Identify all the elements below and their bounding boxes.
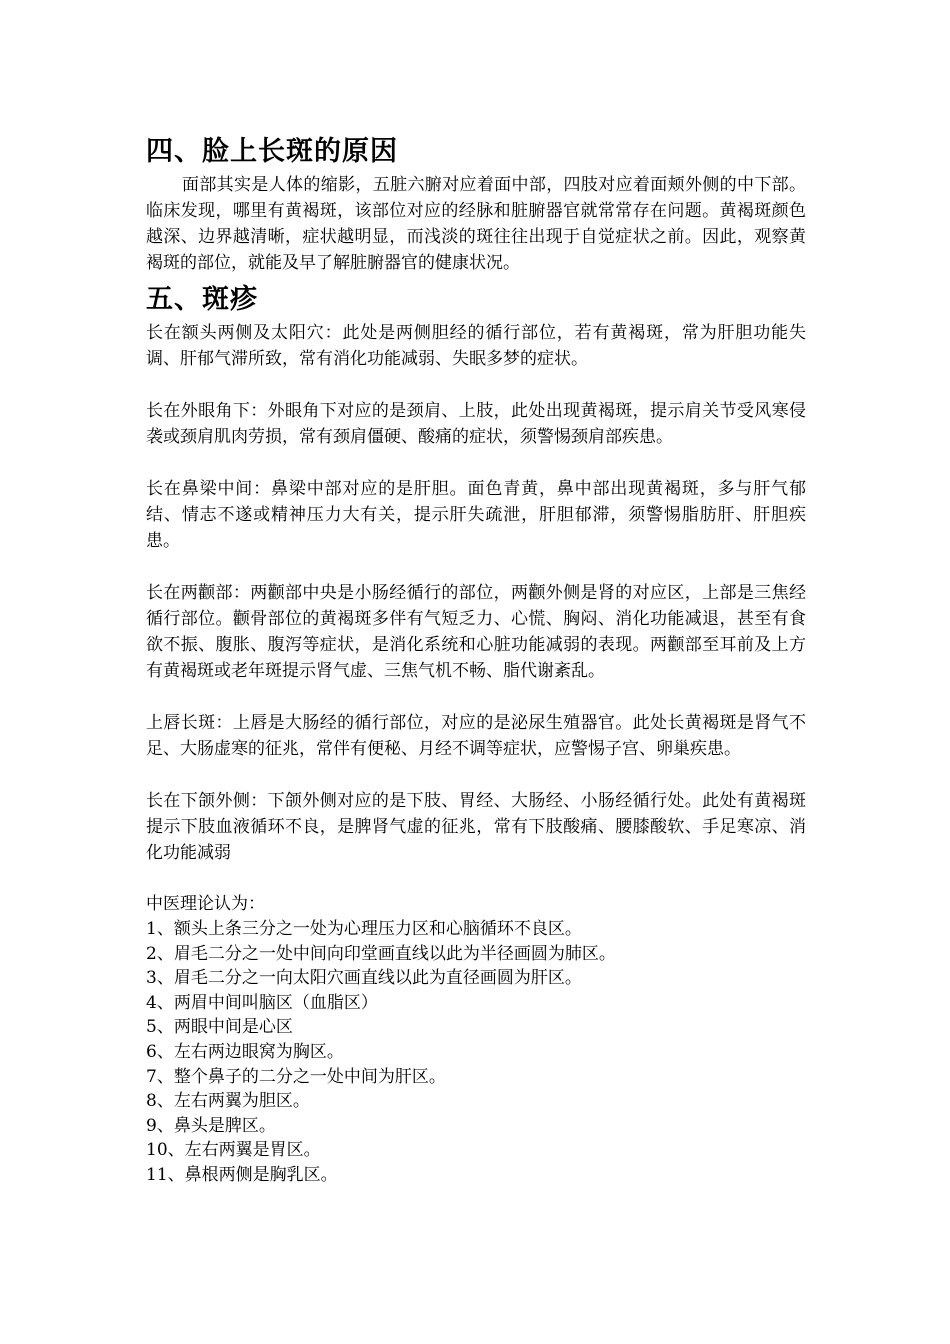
paragraph-jaw: 长在下颌外侧：下颌外侧对应的是下肢、胃经、大肠经、小肠经循行处。此处有黄褐斑提示下肢血液循环不良，是脾肾气虚的征兆，常有下肢酸痛、腰膝酸软、手足寒凉、消化功能减弱 bbox=[146, 791, 806, 863]
list-item: 7、整个鼻子的二分之一处中间为肝区。 bbox=[146, 1066, 446, 1087]
document-page bbox=[146, 132, 806, 1188]
paragraph-outer-eye: 长在外眼角下：外眼角下对应的是颈肩、上肢，此处出现黄褐斑，提示肩关节受风寒侵袭或颈肩肌肉劳损，常有颈肩僵硬、酸痛的症状，须警惕颈肩部疾患。 bbox=[146, 401, 806, 447]
theory-list bbox=[146, 917, 806, 1188]
list-item: 9、鼻头是脾区。 bbox=[146, 1115, 276, 1136]
list-item: 11、鼻根两侧是胸乳区。 bbox=[146, 1164, 338, 1185]
list-item: 6、左右两边眼窝为胸区。 bbox=[146, 1041, 344, 1062]
section-4-heading: 四、脸上长斑的原因 bbox=[146, 136, 398, 167]
list-item: 4、两眉中间叫脑区（血脂区） bbox=[146, 992, 378, 1013]
list-item: 3、眉毛二分之一向太阳穴画直线以此为直径画圆为肝区。 bbox=[146, 968, 582, 989]
paragraph-nose-bridge: 长在鼻梁中间：鼻梁中部对应的是肝胆。面色青黄，鼻中部出现黄褐斑，多与肝气郁结、情志不遂或精神压力大有关，提示肝失疏泄，肝胆郁滞，须警惕脂肪肝、肝胆疾患。 bbox=[146, 479, 806, 551]
section-5-heading: 五、斑疹 bbox=[146, 284, 258, 315]
list-item: 1、额头上条三分之一处为心理压力区和心脑循环不良区。 bbox=[146, 919, 582, 939]
list-item: 2、眉毛二分之一处中间向印堂画直线以此为半径画圆为肺区。 bbox=[146, 943, 616, 964]
list-item: 8、左右两翼为胆区。 bbox=[146, 1091, 310, 1112]
paragraph-cheekbones: 长在两颧部：两颧部中央是小肠经循行的部位，两颧外侧是肾的对应区，上部是三焦经循行部位。颧骨部位的黄褐斑多伴有气短乏力、心慌、胸闷、消化功能减退，甚至有食欲不振、腹胀、腹泻等症状，是消化系统和心脏功能减弱的表现。两颧部至耳前及上方有黄褐斑或老年斑提示肾气虚、三焦气机不畅、脂代谢紊乱。 bbox=[146, 583, 806, 681]
section-4-body: 面部其实是人体的缩影，五脏六腑对应着面中部，四肢对应着面颊外侧的中下部。临床发现，哪里有黄褐斑，该部位对应的经脉和脏腑器官就常常存在问题。黄褐斑颜色越深、边界越清晰，症状越明显，而浅淡的斑往往出现于自觉症状之前。因此，观察黄褐斑的部位，就能及早了解脏腑器官的健康状况。 bbox=[146, 175, 806, 273]
list-item: 10、左右两翼是胃区。 bbox=[146, 1140, 321, 1161]
paragraph-forehead: 长在额头两侧及太阳穴：此处是两侧胆经的循行部位，若有黄褐斑，常为肝胆功能失调、肝郁气滞所致，常有消化功能减弱、失眠多梦的症状。 bbox=[146, 323, 806, 369]
paragraph-upper-lip: 上唇长斑：上唇是大肠经的循行部位，对应的是泌尿生殖器官。此处长黄褐斑是肾气不足、大肠虚寒的征兆，常伴有便秘、月经不调等症状，应警惕子宫、卵巢疾患。 bbox=[146, 713, 806, 759]
theory-title: 中医理论认为： bbox=[146, 894, 265, 914]
list-item: 5、两眼中间是心区 bbox=[146, 1017, 293, 1038]
